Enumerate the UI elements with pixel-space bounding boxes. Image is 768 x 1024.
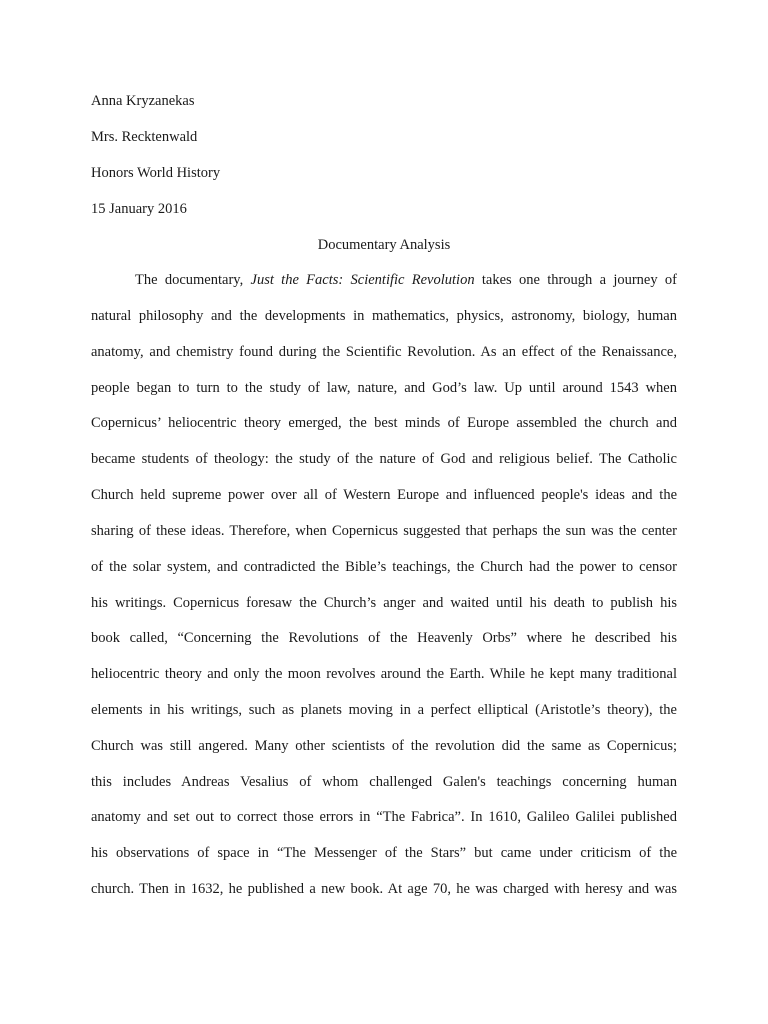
paragraph-line: elements in his writings, such as planets moving in a perfect elliptical (Aristotle’s theory), the: [91, 702, 677, 718]
paragraph-line: people began to turn to the study of law, nature, and God’s law. Up until around 1543 when: [91, 380, 677, 396]
paragraph-line: Church was still angered. Many other scientists of the revolution did the same as Copernicus;: [91, 738, 677, 754]
paragraph-line: became students of theology: the study of the nature of God and religious belief. The Catholic: [91, 451, 677, 467]
paragraph-line: heliocentric theory and only the moon revolves around the Earth. While he kept many traditional: [91, 666, 677, 682]
paragraph-line: book called, “Concerning the Revolutions of the Heavenly Orbs” where he described his: [91, 630, 677, 646]
paragraph-line: natural philosophy and the developments in mathematics, physics, astronomy, biology, human: [91, 308, 677, 324]
paragraph-line: Church held supreme power over all of Western Europe and influenced people's ideas and the: [91, 487, 677, 503]
paragraph-line: of the solar system, and contradicted the Bible’s teachings, the Church had the power to censor: [91, 559, 677, 575]
paragraph-line: Copernicus’ heliocentric theory emerged, the best minds of Europe assembled the church and: [91, 415, 677, 431]
course-name: Honors World History: [91, 165, 221, 181]
paragraph-line: anatomy, and chemistry found during the Scientific Revolution. As an effect of the Renaissance,: [91, 344, 677, 360]
paragraph-line: sharing of these ideas. Therefore, when Copernicus suggested that perhaps the sun was the center: [91, 523, 677, 539]
paragraph-line: church. Then in 1632, he published a new book. At age 70, he was charged with heresy and was: [91, 881, 677, 897]
paragraph-line: [135, 272, 677, 289]
teacher-name: Mrs. Recktenwald: [91, 129, 198, 145]
author-name: Anna Kryzanekas: [91, 93, 195, 109]
essay-title: Documentary Analysis: [317, 237, 451, 253]
paragraph-line: anatomy and set out to correct those errors in “The Fabrica”. In 1610, Galileo Galilei published: [91, 809, 677, 825]
paragraph-line: his writings. Copernicus foresaw the Church’s anger and waited until his death to publish his: [91, 595, 677, 611]
documentary-title: Just the Facts: Scientific Revolution: [250, 272, 475, 288]
line-text: The documentary,: [135, 272, 251, 288]
paragraph-line: this includes Andreas Vesalius of whom challenged Galen's teachings concerning human: [91, 774, 677, 790]
line-text: takes one through a journey of: [474, 272, 677, 288]
paragraph-line: his observations of space in “The Messenger of the Stars” but came under criticism of the: [91, 845, 677, 861]
essay-date: 15 January 2016: [91, 201, 187, 217]
